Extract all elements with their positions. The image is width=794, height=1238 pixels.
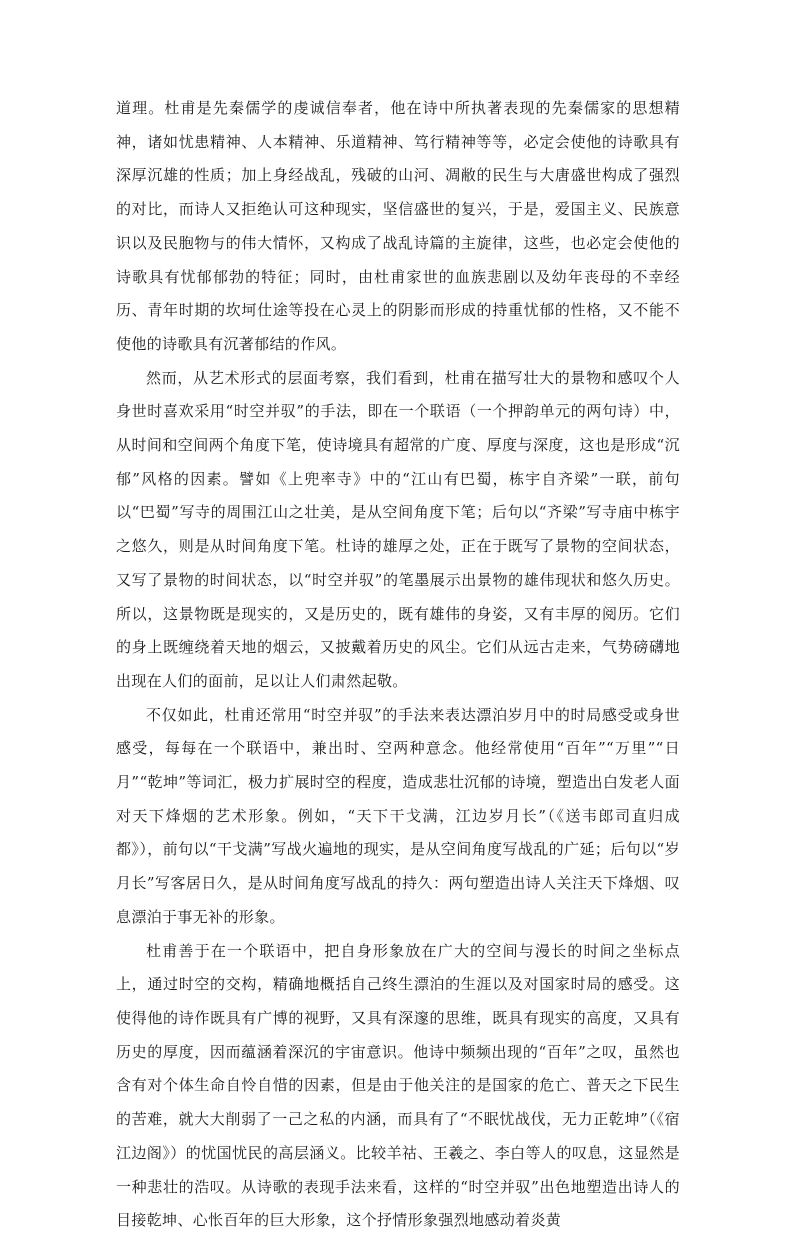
paragraph-4: 杜甫善于在一个联语中，把自身形象放在广大的空间与漫长的时间之坐标点上，通过时空的交构，精确地概括自己终生漂泊的生涯以及对国家时局的感受。这使得他的诗作既具有广博的视野，又具有深邃的思维，既具有现实的高度，又具有历史的厚度，因而蕴涵着深沉的宇宙意识。他诗中频频出现的“百年”之叹，虽然也含有对个体生命自怜自惜的因素，但是由于他关注的是国家的危亡、普天之下民生的苦难，就大大削弱了一己之私的内涵，而具有了“不眠忧战伐，无力正乾坤”（《宿江边阁》）的忧国忧民的高层涵义。比较羊祜、王羲之、李白等人的叹息，这显然是一种悲壮的浩叹。从诗歌的表现手法来看，这样的“时空并驭”出色地塑造出诗人的目接乾坤、心怅百年的巨大形象，这个抒情形象强烈地感动着炎黄 [116, 941, 680, 1230]
paragraph-2: 然而，从艺术形式的层面考察，我们看到，杜甫在描写壮大的景物和感叹个人身世时喜欢采用“时空并驭”的手法，即在一个联语（一个押韵单元的两句诗）中，从时间和空间两个角度下笔，使诗境具有超常的广度、厚度与深度，这也是形成“沉郁”风格的因素。譬如《上兜率寺》中的“江山有巴蜀，栋宇自齐梁”一联，前句以“巴蜀”写寺的周围江山之壮美，是从空间角度下笔；后句以“齐梁”写寺庙中栋宇之悠久，则是从时间角度下笔。杜诗的雄厚之处，正在于既写了景物的空间状态，又写了景物的时间状态，以“时空并驭”的笔墨展示出景物的雄伟现状和悠久历史。所以，这景物既是现实的，又是历史的，既有雄伟的身姿，又有丰厚的阅历。它们的身上既缠绕着天地的烟云，又披戴着历史的风尘。它们从远古走来，气势磅礴地出现在人们的面前，足以让人们肃然起敬。 [116, 368, 680, 690]
paragraph-1: 道理。杜甫是先秦儒学的虔诚信奉者，他在诗中所执著表现的先秦儒家的思想精神，诸如忧患精神、人本精神、乐道精神、笃行精神等等，必定会使他的诗歌具有深厚沉雄的性质；加上身经战乱，残破的山河、凋敝的民生与大唐盛世构成了强烈的对比，而诗人又拒绝认可这种现实，坚信盛世的复兴，于是，爱国主义、民族意识以及民胞物与的伟大情怀，又构成了战乱诗篇的主旋律，这些，也必定会使他的诗歌具有忧郁郁勃的特征；同时，由杜甫家世的血族悲剧以及幼年丧母的不幸经历、青年时期的坎坷仕途等投在心灵上的阴影而形成的持重忧郁的性格，又不能不使他的诗歌具有沉著郁结的作风。 [116, 99, 680, 353]
document-page [116, 92, 680, 1238]
paragraph-3: 不仅如此，杜甫还常用“时空并驭”的手法来表达漂泊岁月中的时局感受或身世感受，每每在一个联语中，兼出时、空两种意念。他经常使用“百年”“万里”“日月”“乾坤”等词汇，极力扩展时空的程度，造成悲壮沉郁的诗境，塑造出白发老人面对天下烽烟的艺术形象。例如，“天下干戈满，江边岁月长”（《送韦郎司直归成都》），前句以“干戈满”写战火遍地的现实，是从空间角度写战乱的广延；后句以“岁月长”写客居日久，是从时间角度写战乱的持久：两句塑造出诗人关注天下烽烟、叹息漂泊于事无补的形象。 [116, 705, 680, 926]
